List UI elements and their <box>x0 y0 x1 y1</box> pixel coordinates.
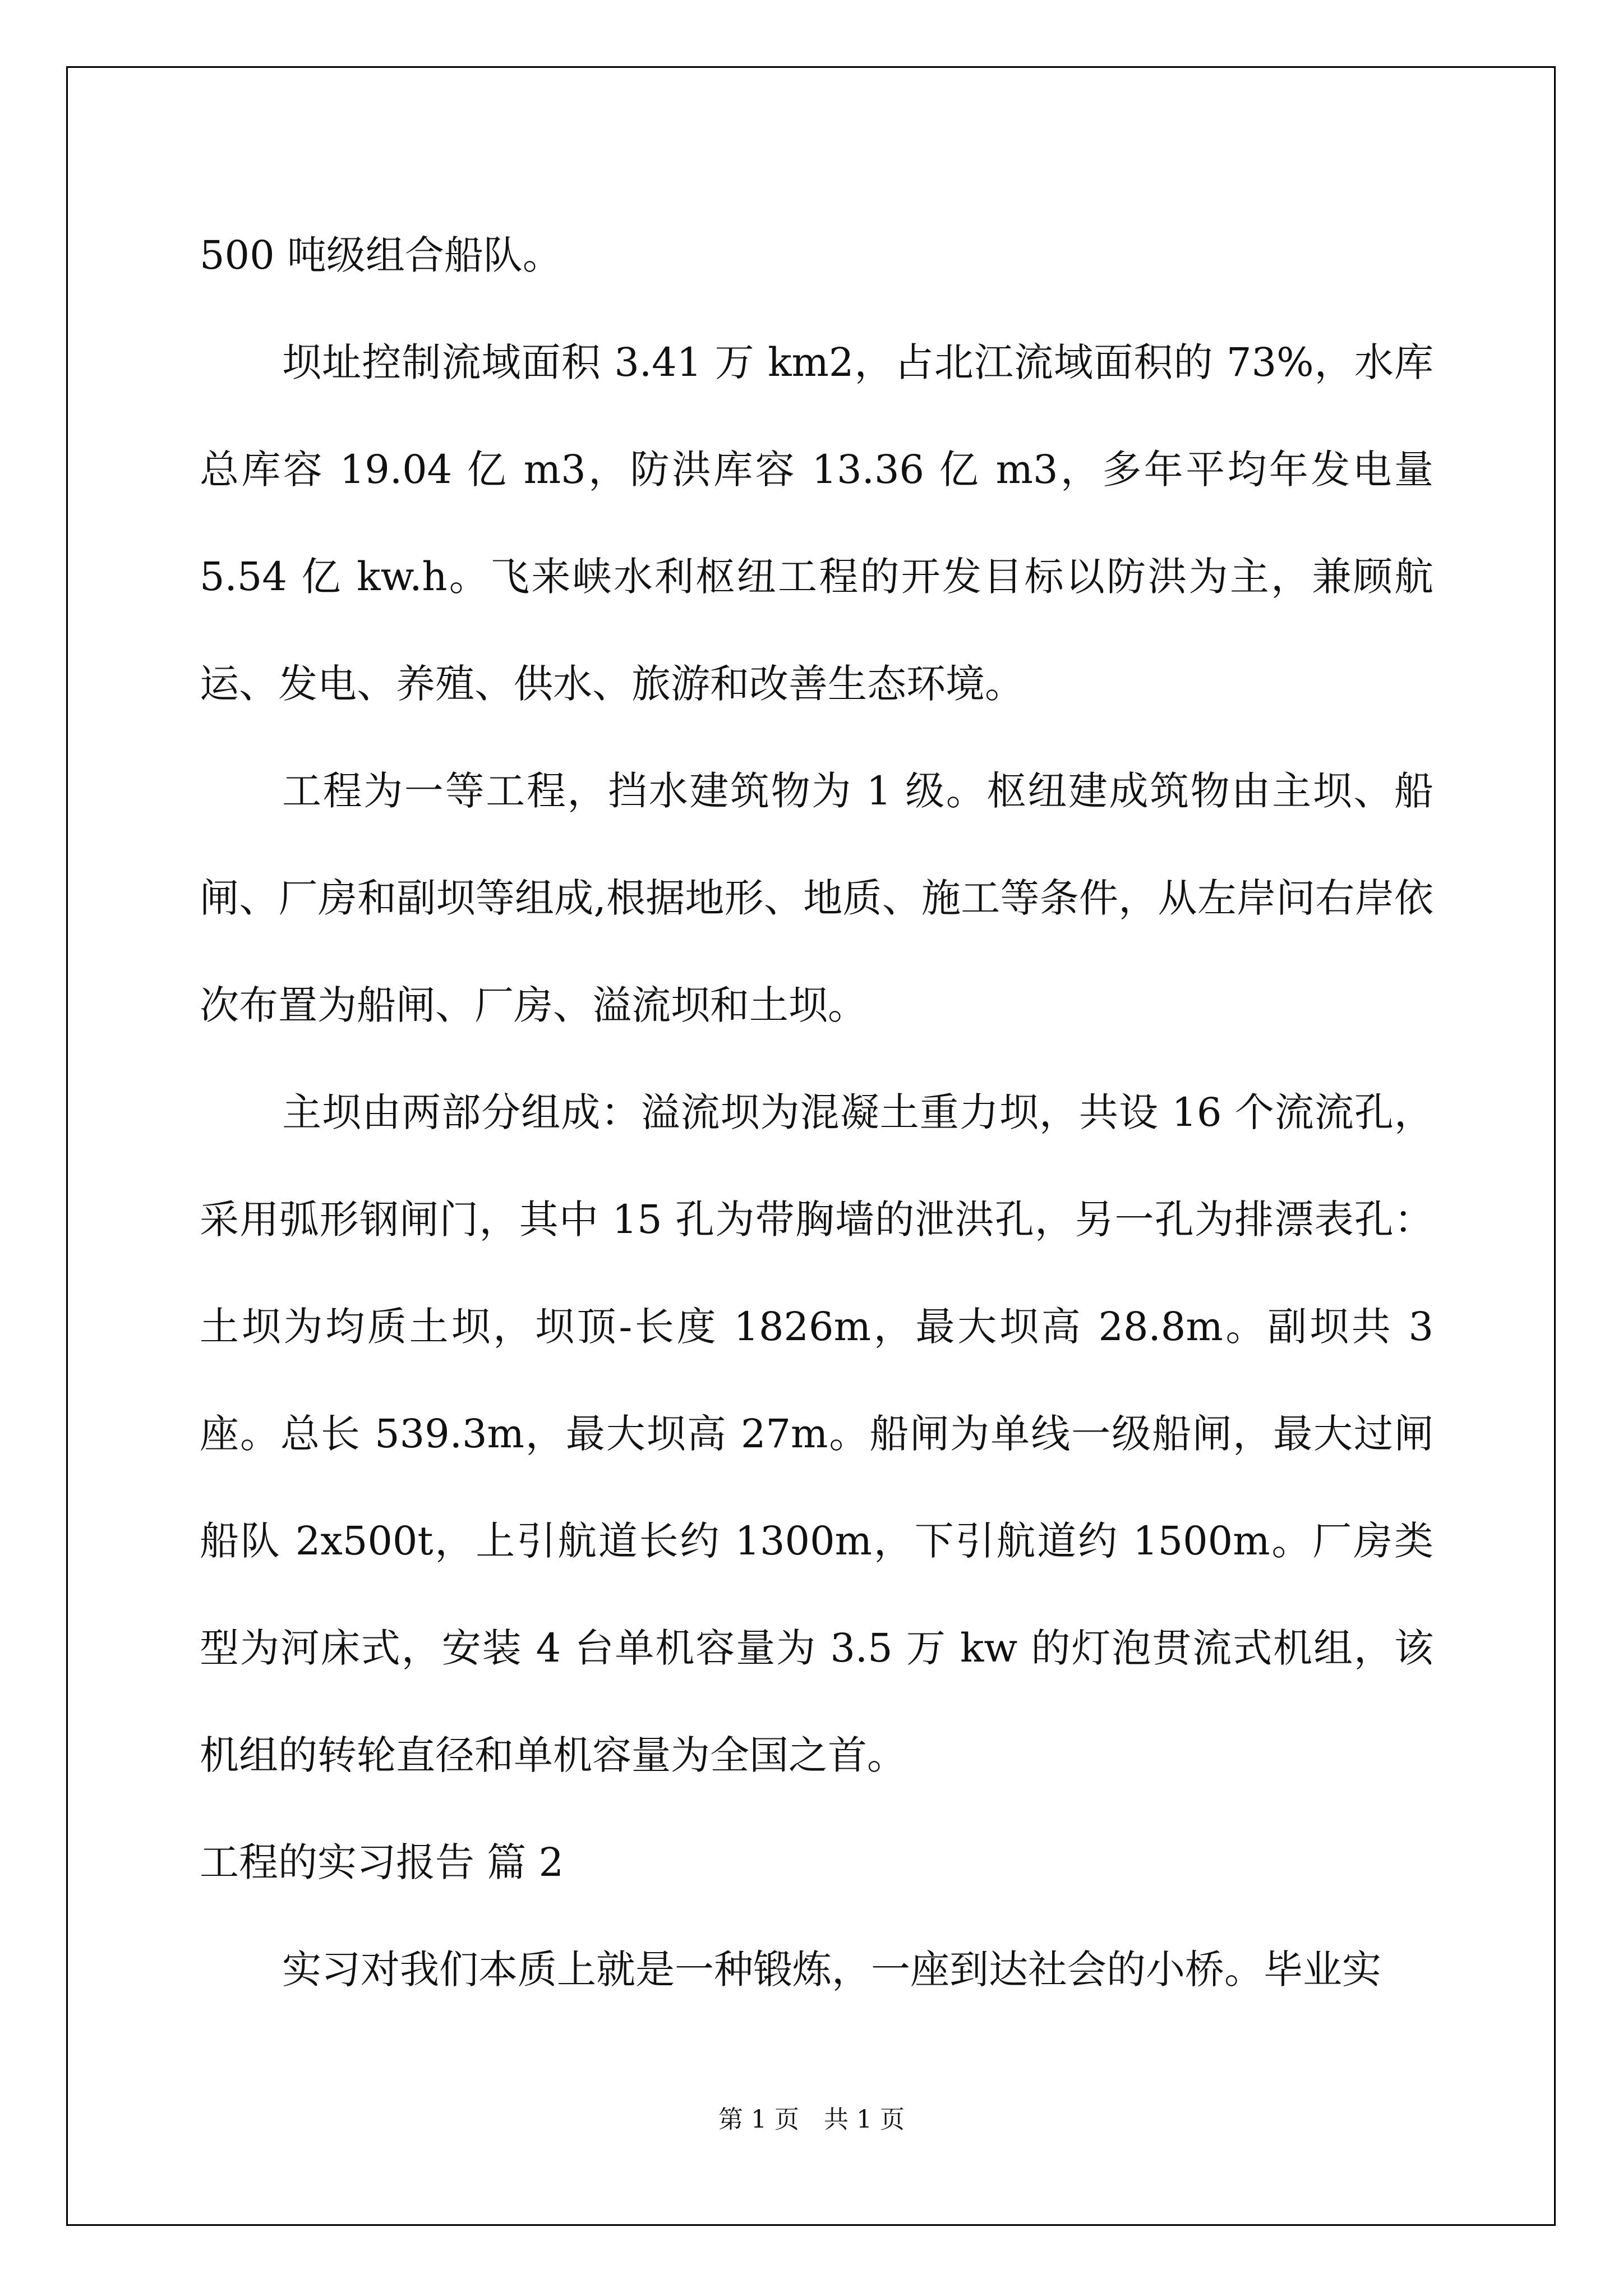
paragraph-continuation: 500 吨级组合船队。 <box>200 232 562 278</box>
paragraph-internship-intro: 实习对我们本质上就是一种锻炼，一座到达社会的小桥。毕业实 <box>282 1947 1381 1993</box>
page-number-footer: 第 1 页 共 1 页 <box>718 2105 905 2134</box>
paragraph-project-grade: 工程为一等工程，挡水建筑物为 1 级。枢纽建成筑物由主坝、船闸、厂房和副坝等组成,根据地形、地质、施工等条件，从左岸问右岸依次布置为船闸、厂房、溢流坝和土坝。 <box>200 768 1433 1028</box>
paragraph-basin-stats: 坝址控制流域面积 3.41 万 km2，占北江流域面积的 73%，水库总库容 19.04 亿 m3，防洪库容 13.36 亿 m3，多年平均年发电量 5.54 亿 kw.h。飞来峡水利枢纽工程的开发目标以防洪为主，兼顾航运、发电、养殖、供水、旅游和改善生态环境。 <box>200 339 1433 707</box>
section-heading: 工程的实习报告 篇 2 <box>200 1839 564 1885</box>
paragraph-main-dam: 主坝由两部分组成：溢流坝为混凝土重力坝，共设 16 个流流孔，采用弧形钢闸门，其中 15 孔为带胸墙的泄洪孔，另一孔为排漂表孔：土坝为均质土坝，坝顶-长度 1826m，最大坝高 28.8m。副坝共 3 座。总长 539.3m，最大坝高 27m。船闸为单线一级船闸，最大过闸船队 2x500t，上引航道长约 1300m，下引航道约 1500m。厂房类型为河床式，安装 4 台单机容量为 3.5 万 kw 的灯泡贯流式机组，该机组的转轮直径和单机容量为全国之首。 <box>200 1089 1433 1778</box>
document-body <box>200 202 1433 2023</box>
